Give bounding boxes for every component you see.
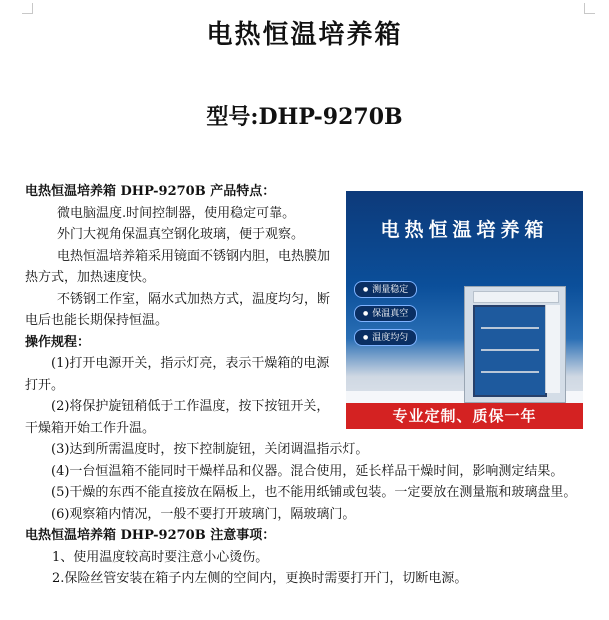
document-body — [25, 181, 585, 590]
feature-item: 电热恒温培养箱采用镜面不锈钢内胆，电热膜加热方式，加热速度快。 — [25, 248, 331, 285]
banner-title: 电热恒温培养箱 — [380, 219, 549, 241]
model-number: 型号:DHP-9270B — [206, 104, 403, 130]
operation-step: (4)一台恒温箱不能同时干燥样品和仪器。混合使用，延长样品干燥时间，影响测定结果。 — [51, 463, 564, 479]
banner-tag: ● 测量稳定 — [354, 281, 417, 298]
page-corner-mark — [584, 3, 595, 14]
features-heading: 电热恒温培养箱 DHP-9270B 产品特点： — [25, 184, 276, 199]
operation-step: (6)观察箱内情况，一般不要打开玻璃门，隔玻璃门。 — [51, 506, 356, 522]
note-item: 2.保险丝管安装在箱子内左侧的空间内，更换时需要打开门，切断电源。 — [52, 571, 468, 586]
operation-step: (5)干燥的东西不能直接放在隔板上，也不能用纸铺或包装。一定要放在测量瓶和玻璃盘里。 — [51, 485, 577, 500]
operation-step: (3)达到所需温度时，按下控制旋钮，关闭调温指示灯。 — [51, 442, 369, 457]
banner-tag: ● 温度均匀 — [354, 329, 417, 346]
banner-tag: ● 保温真空 — [354, 305, 417, 322]
operation-heading: 操作规程： — [25, 334, 91, 350]
document-title: 电热恒温培养箱 — [206, 20, 403, 50]
operation-step: (2)将保护旋钮稍低于工作温度，按下按钮开关，干燥箱开始工作升温。 — [25, 399, 330, 436]
note-item: 1、使用温度较高时要注意小心烫伤。 — [52, 549, 269, 565]
notes-heading: 电热恒温培养箱 DHP-9270B 注意事项： — [25, 528, 276, 543]
feature-item: 微电脑温度.时间控制器，使用稳定可靠。 — [57, 205, 296, 221]
feature-item: 外门大视角保温真空钢化玻璃，便于观察。 — [57, 227, 305, 242]
banner-footer: 专业定制、质保一年 — [346, 403, 583, 429]
page-corner-mark — [22, 3, 33, 14]
feature-item: 不锈钢工作室，隔水式加热方式，温度均匀，断电后也能长期保持恒温。 — [25, 291, 331, 328]
operation-step: (1)打开电源开关，指示灯亮，表示干燥箱的电源打开。 — [25, 356, 330, 393]
